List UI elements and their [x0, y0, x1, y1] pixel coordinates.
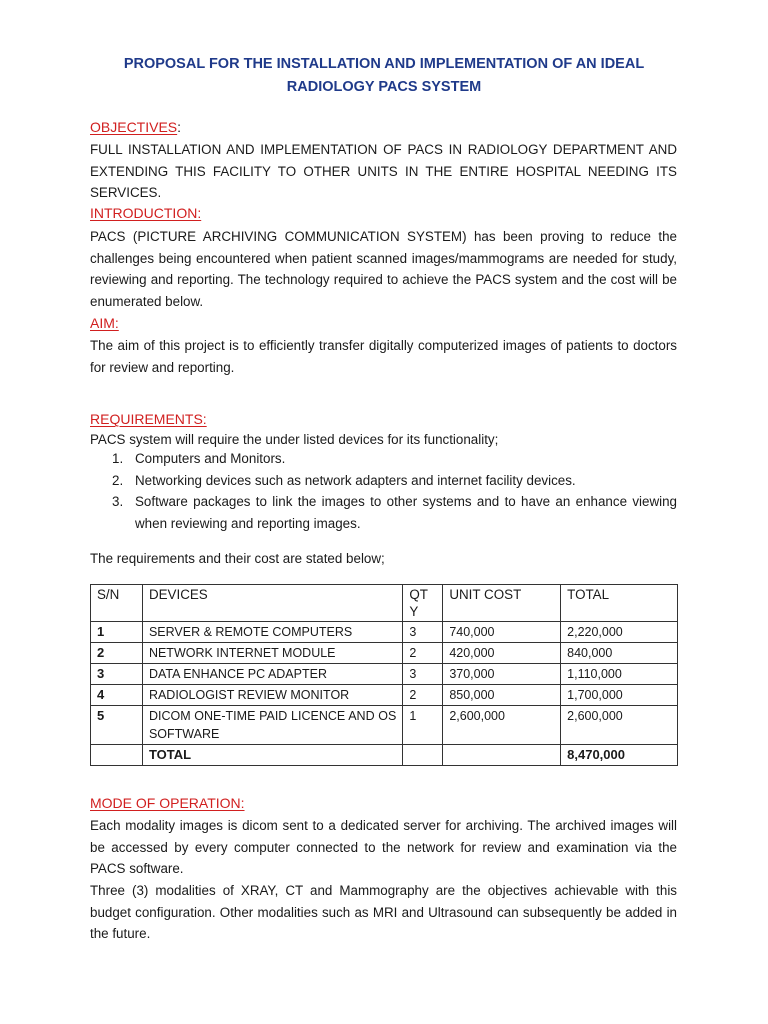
cost-intro: The requirements and their cost are stated below; — [90, 551, 385, 566]
title-line-2: RADIOLOGY PACS SYSTEM — [286, 79, 482, 95]
cell-sn: 1 — [91, 622, 143, 643]
grand-total: 8,470,000 — [561, 745, 678, 766]
list-item — [90, 470, 677, 492]
cell-qty: 3 — [403, 622, 443, 643]
cell-device: NETWORK INTERNET MODULE — [142, 643, 402, 664]
cell-sn: 4 — [91, 685, 143, 706]
cell-empty — [443, 745, 561, 766]
objectives-text: FULL INSTALLATION AND IMPLEMENTATION OF PACS IN RADIOLOGY DEPARTMENT AND EXTENDING THIS FACILITY TO OTHER UNITS IN THE ENTIRE HOSPITAL NEEDING ITS SERVICES. — [90, 142, 677, 201]
list-item-number: 2. — [112, 472, 124, 488]
header-qty: QT Y — [403, 585, 443, 622]
cell-sn: 5 — [91, 706, 143, 745]
objectives-heading: OBJECTIVES: — [90, 119, 182, 135]
cell-total: 2,600,000 — [561, 706, 678, 745]
cell-unit-cost: 420,000 — [443, 643, 561, 664]
cell-device: RADIOLOGIST REVIEW MONITOR — [142, 685, 402, 706]
list-item-text: Software packages to link the images to other systems and to have an enhance viewing when reviewing and reporting images. — [135, 494, 677, 532]
cell-qty: 2 — [403, 685, 443, 706]
table-row — [91, 685, 678, 706]
requirements-heading: REQUIREMENTS: — [90, 411, 207, 427]
table-row — [91, 706, 678, 745]
list-item-text: Computers and Monitors. — [135, 451, 286, 466]
header-total: TOTAL — [561, 585, 678, 622]
cell-unit-cost: 740,000 — [443, 622, 561, 643]
cell-empty — [403, 745, 443, 766]
title-line-1: PROPOSAL FOR THE INSTALLATION AND IMPLEMENTATION OF AN IDEAL — [123, 56, 645, 72]
cell-unit-cost: 2,600,000 — [443, 706, 561, 745]
cell-total: 1,700,000 — [561, 685, 678, 706]
cell-total: 840,000 — [561, 643, 678, 664]
cell-unit-cost: 370,000 — [443, 664, 561, 685]
list-item — [90, 448, 677, 470]
cell-device: SERVER & REMOTE COMPUTERS — [142, 622, 402, 643]
header-sn: S/N — [91, 585, 143, 622]
cell-device: DATA ENHANCE PC ADAPTER — [142, 664, 402, 685]
table-row — [91, 664, 678, 685]
table-total-row — [91, 745, 678, 766]
table-row — [91, 643, 678, 664]
list-item-number: 3. — [112, 494, 124, 510]
cell-sn: 3 — [91, 664, 143, 685]
cell-empty — [91, 745, 143, 766]
introduction-text: PACS (PICTURE ARCHIVING COMMUNICATION SYSTEM) has been proving to reduce the challenges being encountered when patient scanned images/mammograms are needed for study, reviewing and reporting. The technology required to achieve the PACS system and the cost will be enumerated below. — [90, 229, 677, 310]
cell-device: DICOM ONE-TIME PAID LICENCE AND OS SOFTWARE — [142, 706, 402, 745]
aim-text: The aim of this project is to efficiently transfer digitally computerized images of patients to doctors for review and reporting. — [90, 338, 677, 375]
list-item-text: Networking devices such as network adapters and internet facility devices. — [135, 472, 576, 488]
objectives-colon: : — [177, 119, 182, 135]
cell-qty: 2 — [403, 643, 443, 664]
cell-total: 1,110,000 — [561, 664, 678, 685]
list-item-number: 1. — [112, 451, 124, 466]
aim-heading: AIM: — [90, 315, 119, 331]
header-devices: DEVICES — [142, 585, 402, 622]
cell-qty: 1 — [403, 706, 443, 745]
cell-unit-cost: 850,000 — [443, 685, 561, 706]
header-unit-cost: UNIT COST — [443, 585, 561, 622]
cell-sn: 2 — [91, 643, 143, 664]
table-header-row — [91, 585, 678, 622]
cell-total: 2,220,000 — [561, 622, 678, 643]
requirements-list — [90, 448, 677, 535]
requirements-table — [90, 584, 678, 766]
introduction-heading: INTRODUCTION: — [90, 205, 202, 221]
mode-of-operation-para-2: Three (3) modalities of XRAY, CT and Mammography are the objectives achievable with this budget configuration. Other modalities such as MRI and Ultrasound can subsequently be added in the future. — [90, 883, 677, 942]
total-label: TOTAL — [142, 745, 402, 766]
table-row — [91, 622, 678, 643]
mode-of-operation-heading: MODE OF OPERATION: — [90, 795, 245, 811]
mode-of-operation-para-1: Each modality images is dicom sent to a dedicated server for archiving. The archived images will be accessed by every computer connected to the network for review and examination via the PACS software. — [90, 818, 677, 877]
document-title — [90, 53, 678, 99]
list-item — [90, 491, 677, 534]
requirements-intro: PACS system will require the under listed devices for its functionality; — [90, 432, 499, 447]
cell-qty: 3 — [403, 664, 443, 685]
